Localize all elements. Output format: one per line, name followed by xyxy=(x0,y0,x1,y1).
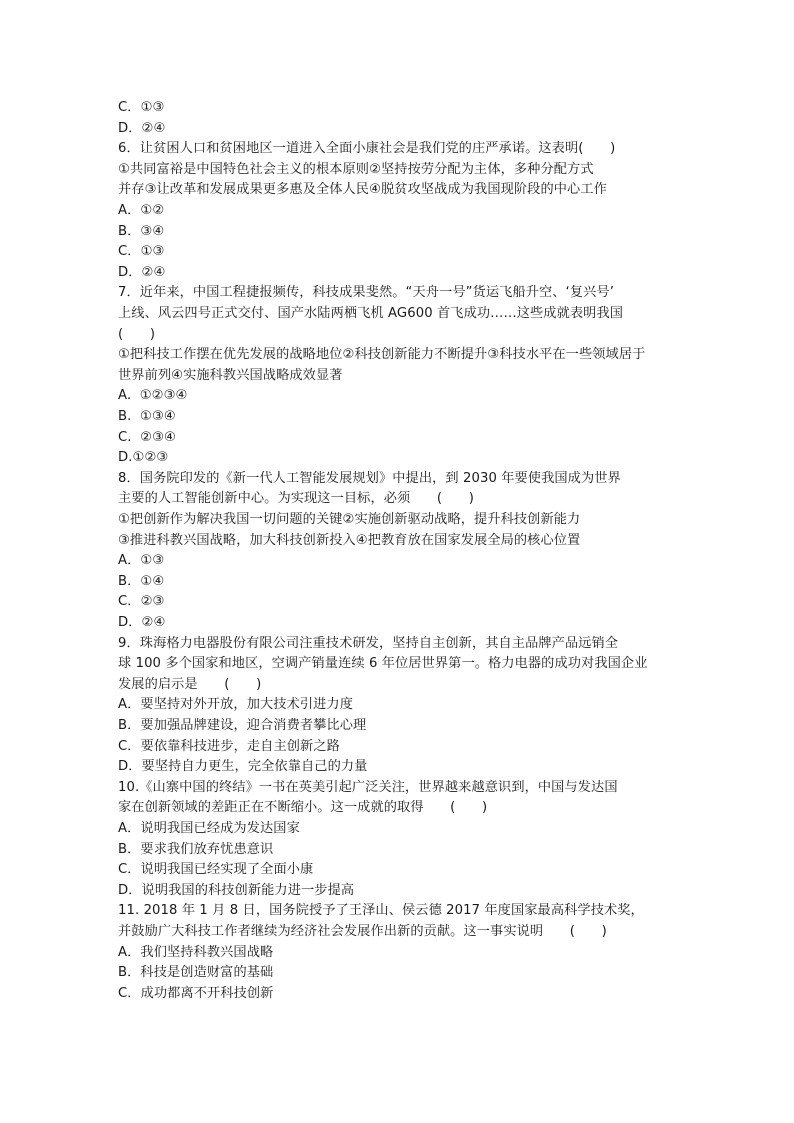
q7-option-b: B. ①③④ xyxy=(118,409,176,424)
q8-stem-2: 主要的人工智能创新中心。为实现这一目标，必须 ( ) xyxy=(118,491,474,506)
q10-stem-2: 家在创新领域的差距正在不断缩小。这一成就的取得 ( ) xyxy=(118,800,488,815)
q6-statements-1: ①共同富裕是中国特色社会主义的根本原则②坚持按劳分配为主体，多种分配方式 xyxy=(118,162,594,177)
q7-option-c: C. ②③④ xyxy=(118,430,176,445)
q9-stem-1: 9．珠海格力电器股份有限公司注重技术研发，坚持自主创新，其自主品牌产品远销全 xyxy=(118,636,619,651)
q10-stem-1: 10.《山寨中国的终结》一书在英美引起广泛关注，世界越来越意识到，中国与发达国 xyxy=(118,780,618,795)
q8-stem-1: 8．国务院印发的《新一代人工智能发展规划》中提出，到 2030 年要使我国成为世界 xyxy=(118,471,621,486)
q9-option-c: C．要依靠科技进步，走自主创新之路 xyxy=(118,739,340,754)
q6-statements-2: 并存③让改革和发展成果更多惠及全体人民④脱贫攻坚战成为我国现阶段的中心工作 xyxy=(118,182,607,197)
q11-stem-2: 并鼓励广大科技工作者继续为经济社会发展作出新的贡献。这一事实说明 ( ) xyxy=(118,924,607,939)
q5-option-c: C．①③ xyxy=(118,100,165,115)
q7-option-a: A. ①②③④ xyxy=(118,388,188,403)
q8-statements-1: ①把创新作为解决我国一切问题的关键②实施创新驱动战略，提升科技创新能力 xyxy=(118,512,581,527)
q8-option-d: D．②④ xyxy=(118,615,166,630)
q8-option-a: A．①③ xyxy=(118,553,165,568)
q9-stem-3: 发展的启示是 ( ) xyxy=(118,677,262,692)
q11-option-b: B．科技是创造财富的基础 xyxy=(118,965,274,980)
q11-option-c: C．成功都离不开科技创新 xyxy=(118,986,274,1001)
q6-option-b: B．③④ xyxy=(118,224,165,239)
q8-option-c: C．②③ xyxy=(118,594,165,609)
q7-stem-2: 上线、风云四号正式交付、国产水陆两栖飞机 AG600 首飞成功……这些成就表明我国 xyxy=(118,306,624,321)
q9-option-d: D．要坚持自力更生，完全依靠自己的力量 xyxy=(118,759,368,774)
q11-option-a: A．我们坚持科教兴国战略 xyxy=(118,945,274,960)
q6-option-a: A．①② xyxy=(118,203,165,218)
q6-stem: 6．让贫困人口和贫困地区一道进入全面小康社会是我们党的庄严承诺。这表明( ) xyxy=(118,141,616,156)
q7-statements-2: 世界前列④实施科教兴国战略成效显著 xyxy=(118,368,343,383)
q9-option-b: B．要加强品牌建设，迎合消费者攀比心理 xyxy=(118,718,367,733)
q9-option-a: A．要坚持对外开放，加大技术引进力度 xyxy=(118,697,354,712)
q7-option-d: D.①②③ xyxy=(118,450,169,465)
q10-option-a: A．说明我国已经成为发达国家 xyxy=(118,821,300,836)
q5-option-d: D．②④ xyxy=(118,121,166,136)
q7-statements-1: ①把科技工作摆在优先发展的战略地位②科技创新能力不断提升③科技水平在一些领域居于 xyxy=(118,347,646,362)
q8-option-b: B．①④ xyxy=(118,574,165,589)
q6-option-c: C．①③ xyxy=(118,244,165,259)
q7-answer-blank: ( ) xyxy=(118,327,156,342)
q10-option-d: D．说明我国的科技创新能力进一步提高 xyxy=(118,883,355,898)
q11-stem-1: 11. 2018 年 1 月 8 日，国务院授予了王泽山、侯云德 2017 年度国家最高科学技术奖， xyxy=(118,903,644,918)
q10-option-c: C．说明我国已经实现了全面小康 xyxy=(118,862,314,877)
q10-option-b: B．要求我们放弃忧患意识 xyxy=(118,842,274,857)
q6-option-d: D．②④ xyxy=(118,265,166,280)
q9-stem-2: 球 100 多个国家和地区，空调产销量连续 6 年位居世界第一。格力电器的成功对我国企业 xyxy=(118,656,648,671)
q8-statements-2: ③推进科教兴国战略，加大科技创新投入④把教育放在国家发展全局的核心位置 xyxy=(118,533,581,548)
q7-stem-1: 7．近年来，中国工程捷报频传，科技成果斐然。“天舟一号”货运飞船升空、‘复兴号’ xyxy=(118,285,614,300)
